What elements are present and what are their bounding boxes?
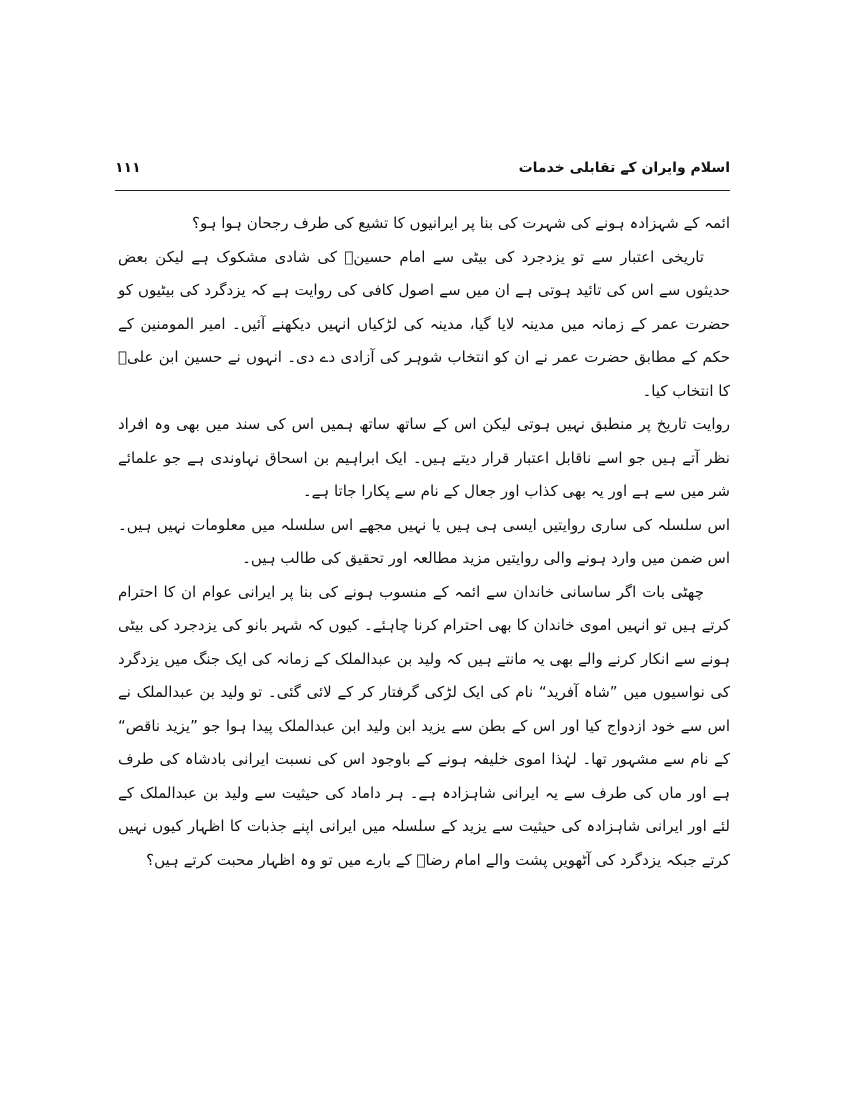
paragraph: روایت تاریخ پر منطبق نہیں ہوتی لیکن اس کے ساتھ ساتھ ہمیں اس کی سند میں بھی وہ افراد نظر آتے ہیں جو اسے ناقابل اعتبار قرار دیتے ہیں۔ ایک ابراہیم بن اسحاق نہاوندی ہے جو علمائے شر میں سے ہے اور یہ بھی کذاب اور جعال کے نام سے پکارا جاتا ہے۔ xyxy=(118,415,730,500)
paragraph: تاریخی اعتبار سے تو یزدجرد کی بیٹی سے امام حسینؑ کی شادی مشکوک ہے لیکن بعض حدیثوں سے اس کی تائید ہوتی ہے ان میں سے اصول کافی کی روایت ہے کہ یزدگرد کی بیٹیوں کو حضرت عمر کے زمانہ میں مدینہ لایا گیا، مدینہ کی لڑکیاں انہیں دیکھنے آئیں۔ امیر المومنین کے حکم کے مطابق حضرت عمر نے ان کو انتخاب شوہر کی آزادی دے دی۔ انہوں نے حسین ابن علیؑ کا انتخاب کیا۔ xyxy=(118,247,730,400)
body-text xyxy=(118,207,730,877)
page-number: ۱۱۱ xyxy=(115,160,141,176)
paragraph: اس سلسلہ کی ساری روایتیں ایسی ہی ہیں یا نہیں مجھے اس سلسلہ میں معلومات نہیں ہیں۔ اس ضمن میں وارد ہونے والی روایتیں مزید مطالعہ اور تحقیق کی طالب ہیں۔ xyxy=(118,515,730,567)
paragraph: چھٹی بات اگر ساسانی خاندان سے ائمہ کے منسوب ہونے کی بنا پر ایرانی عوام ان کا احترام کرتے ہیں تو انہیں اموی خاندان کا بھی احترام کرنا چاہئے۔ کیوں کہ شہر بانو کی یزدجرد کی بیٹی ہونے سے انکار کرنے والے بھی یہ مانتے ہیں کہ ولید بن عبدالملک کے زمانہ کی ایک جنگ میں یزدگرد کی نواسیوں میں ”شاہ آفرید“ نام کی ایک لڑکی گرفتار کر کے لائی گئی۔ تو ولید بن عبدالملک نے اس سے خود ازدواج کیا اور اس کے بطن سے یزید ابن ولید ابن عبدالملک پیدا ہوا جو ”یزید ناقص“ کے نام سے مشہور تھا۔ لہٰذا اموی خلیفہ ہونے کے باوجود اس کی نسبت ایرانی بادشاہ کی طرف ہے اور ماں کی طرف سے یہ ایرانی شاہزادہ ہے۔ ہر داماد کی حیثیت سے ولید بن عبدالملک کے لئے اور ایرانی شاہزادہ کی حیثیت سے یزید کے سلسلہ میں ایرانی اپنے جذبات کا اظہار کیوں نہیں کرتے جبکہ یزدگرد کی آٹھویں پشت والے امام رضاؑ کے بارے میں تو وہ اظہار محبت کرتے ہیں؟ xyxy=(118,582,730,869)
running-header-title: اسلام وایران کے تقابلی خدمات xyxy=(518,160,730,176)
running-header xyxy=(115,158,730,188)
paragraph: ائمہ کے شہزادہ ہونے کی شہرت کی بنا پر ایرانیوں کا تشیع کی طرف رجحان ہوا ہو؟ xyxy=(192,214,730,232)
header-divider xyxy=(115,190,730,191)
